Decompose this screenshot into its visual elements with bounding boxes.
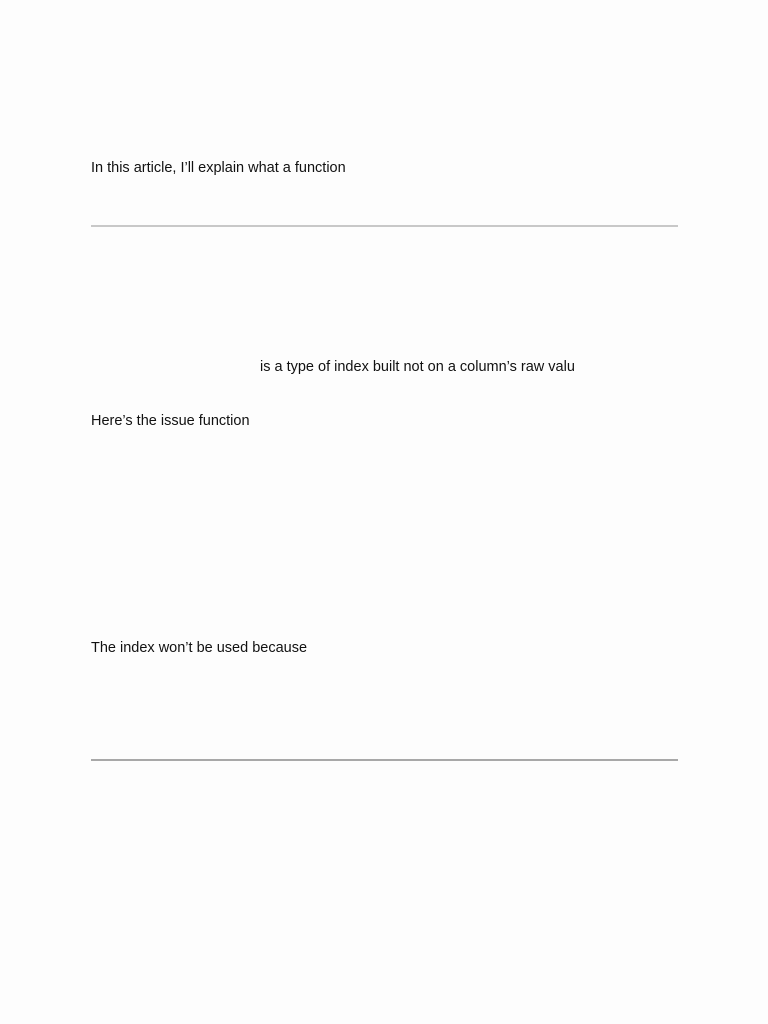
section-divider (91, 225, 678, 227)
definition-text: is a type of index built not on a column’s raw valu (260, 359, 575, 375)
section-divider (91, 759, 678, 761)
intro-text: In this article, I’ll explain what a function (91, 160, 346, 176)
issue-text: Here’s the issue function (91, 413, 250, 429)
explanation-text: The index won’t be used because (91, 640, 308, 656)
